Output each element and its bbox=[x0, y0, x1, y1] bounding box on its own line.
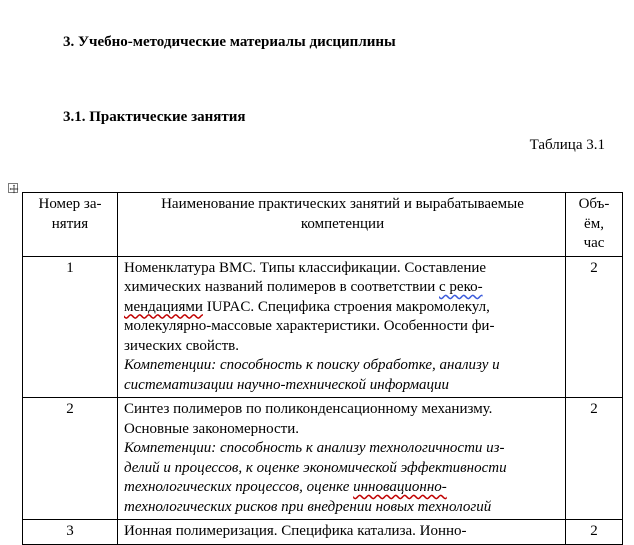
spellcheck-mark: инновационно- bbox=[353, 479, 447, 495]
table-row bbox=[23, 398, 623, 520]
table-caption: Таблица 3.1 bbox=[529, 137, 605, 153]
header-name-line: компетенции bbox=[300, 215, 385, 232]
header-number-line: нятия bbox=[51, 215, 89, 232]
header-name-line: Наименование практических занятий и вырабатываемые bbox=[161, 196, 524, 212]
table-row bbox=[23, 256, 623, 398]
competence-line: делий и процессов, к оценке экономической эффективности bbox=[124, 459, 507, 476]
competence-line: Компетенции: способность к анализу технологичности из- bbox=[124, 440, 505, 456]
row-topic bbox=[118, 256, 566, 398]
header-number bbox=[23, 193, 118, 257]
competence-line: технологических рисков при внедрении новых технологий bbox=[124, 498, 492, 515]
row-number: 3 bbox=[23, 520, 118, 545]
header-name bbox=[118, 193, 566, 257]
header-hours bbox=[566, 193, 623, 257]
row-number: 1 bbox=[23, 256, 118, 398]
header-hours-line: ём, bbox=[584, 215, 604, 232]
row-hours: 2 bbox=[566, 520, 623, 545]
section-heading: 3. Учебно-методические материалы дисциплины bbox=[63, 34, 396, 50]
spellcheck-mark: мендациями bbox=[124, 298, 203, 315]
topic-line: Номенклатура ВМС. Типы классификации. Составление bbox=[124, 259, 487, 276]
header-hours-line: час bbox=[583, 235, 605, 251]
row-topic bbox=[118, 398, 566, 520]
row-hours: 2 bbox=[566, 256, 623, 398]
competence-line: систематизации научно-технической информации bbox=[124, 376, 450, 393]
competence-line: технологических процессов, оценке инновационно- bbox=[124, 479, 447, 495]
table-header-row bbox=[23, 193, 623, 257]
practical-lessons-table bbox=[22, 192, 623, 545]
move-arrows-icon bbox=[9, 184, 19, 194]
subsection-heading: 3.1. Практические занятия bbox=[63, 109, 246, 125]
row-topic bbox=[118, 520, 566, 545]
topic-line: Ионная полимеризация. Специфика катализа. Ионно- bbox=[124, 523, 467, 539]
table-row bbox=[23, 520, 623, 545]
topic-line: Синтез полимеров по поликонденсационному механизму. bbox=[124, 401, 493, 417]
header-number-line: Номер за- bbox=[38, 196, 102, 212]
topic-line: зических свойств. bbox=[124, 337, 239, 354]
row-number: 2 bbox=[23, 398, 118, 520]
competence-line: Компетенции: способность к поиску обработке, анализу и bbox=[124, 357, 500, 373]
table-move-handle[interactable] bbox=[8, 183, 18, 193]
row-hours: 2 bbox=[566, 398, 623, 520]
spellcheck-mark: с реко- bbox=[439, 279, 483, 295]
topic-line: Основные закономерности. bbox=[124, 420, 300, 437]
header-hours-line: Объ- bbox=[578, 196, 610, 212]
topic-line: мендациями IUPAC. Специфика строения макромолекул, bbox=[124, 298, 490, 315]
topic-line: молекулярно-массовые характеристики. Особенности фи- bbox=[124, 318, 495, 334]
topic-line: химических названий полимеров в соответствии с реко- bbox=[124, 279, 483, 295]
